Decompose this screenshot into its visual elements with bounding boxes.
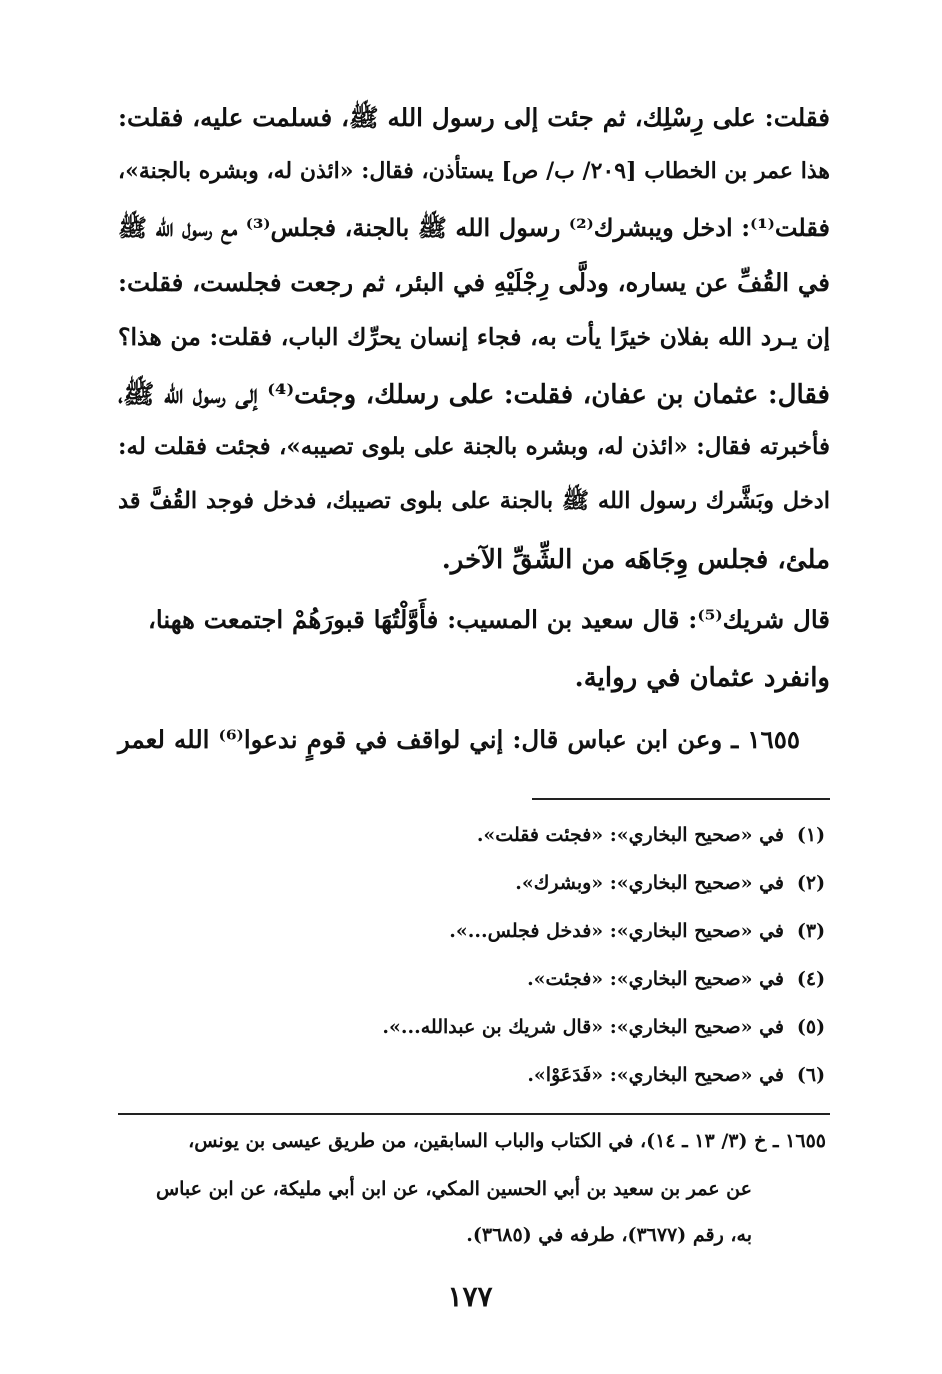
footnote-text: في «صحيح البخاري»: «وبشرك». — [515, 872, 784, 894]
footnote-text: في «صحيح البخاري»: «فجئت فقلت». — [476, 824, 784, 846]
footnote — [527, 968, 826, 990]
footnote-number: (١) — [796, 824, 826, 846]
footnote-text: في «صحيح البخاري»: «قال شريك بن عبدالله...». — [382, 1016, 784, 1038]
main-text-line: فأخبرته فقال: «ائذن له، وبشره بالجنة على بلوى تصيبه»، فجئت فقلت له: — [118, 433, 830, 460]
footnote — [527, 1064, 826, 1086]
source-separator — [118, 1113, 830, 1115]
footnote — [477, 824, 826, 846]
page-number: ١٧٧ — [447, 1280, 493, 1313]
main-text-line: ملئ، فجلس وِجَاهَه من الشِّقِّ الآخر. — [441, 545, 830, 575]
main-text-line: إن يـرد الله بفلان خيرًا يأت به، فجاء إنسان يحرِّك الباب، فقلت: من هذا؟ — [118, 323, 830, 351]
source-line: عن عمر بن سعيد بن أبي الحسين المكي، عن ابن أبي مليكة، عن ابن عباس — [155, 1178, 752, 1200]
footnote-text: في «صحيح البخاري»: «فجئت». — [527, 968, 784, 990]
main-text-line: في القُفِّ عن يساره، ودلَّى رِجْلَيْهِ في البئر، ثم رجعت فجلست، فقلت: — [118, 268, 830, 297]
main-text-line: هذا عمر بن الخطاب [٢٠٩/ ب/ ص] يستأذن، فقال: «ائذن له، وبشره بالجنة»، — [118, 158, 830, 184]
source-line: ١٦٥٥ ـ خ (٣/ ١٣ ـ ١٤)، في الكتاب والباب السابقين، من طريق عيسى بن يونس، — [188, 1130, 826, 1152]
main-text-line: وانفرد عثمان في رواية. — [574, 663, 830, 693]
footnote — [449, 920, 826, 942]
main-text-line: ادخل وبَشَّرك رسول الله ﷺ بالجنة على بلوى تصيبك، فدخل فوجد القُفَّ قد — [118, 488, 830, 514]
footnote-number: (٦) — [796, 1064, 826, 1086]
footnote-number: (٥) — [796, 1016, 826, 1038]
main-text-line: فقلت⁽¹⁾: ادخل ويبشرك⁽²⁾ رسول الله ﷺ بالجنة، فجلس⁽³⁾ مع رسول الله ﷺ — [118, 213, 830, 242]
main-text-line: ١٦٥٥ ـ وعن ابن عباس قال: إني لواقف في قومٍ ندعوا⁽⁶⁾ الله لعمر — [118, 725, 801, 754]
footnote-separator — [532, 798, 830, 800]
footnote-number: (٤) — [796, 968, 826, 990]
source-line: به، رقم (٣٦٧٧)، طرفه في (٣٦٨٥). — [466, 1224, 752, 1246]
footnote — [382, 1016, 826, 1038]
main-text-line: فقال: عثمان بن عفان، فقلت: على رسلك، وجئت⁽⁴⁾ إلى رسول الله ﷺ، — [118, 380, 830, 410]
footnote-number: (٢) — [796, 872, 826, 894]
footnote-text: في «صحيح البخاري»: «فَدَعَوْا». — [527, 1064, 784, 1086]
main-text-line: قال شريك⁽⁵⁾: قال سعيد بن المسيب: فأَوَّلْتُهَا قبورَهُمْ اجتمعت ههنا، — [148, 605, 830, 634]
main-text-line: فقلت: على رِسْلِك، ثم جئت إلى رسول الله ﷺ، فسلمت عليه، فقلت: — [118, 103, 830, 132]
footnote — [515, 872, 826, 894]
footnote-text: في «صحيح البخاري»: «فدخل فجلس...». — [449, 920, 784, 942]
footnote-number: (٣) — [796, 920, 826, 942]
